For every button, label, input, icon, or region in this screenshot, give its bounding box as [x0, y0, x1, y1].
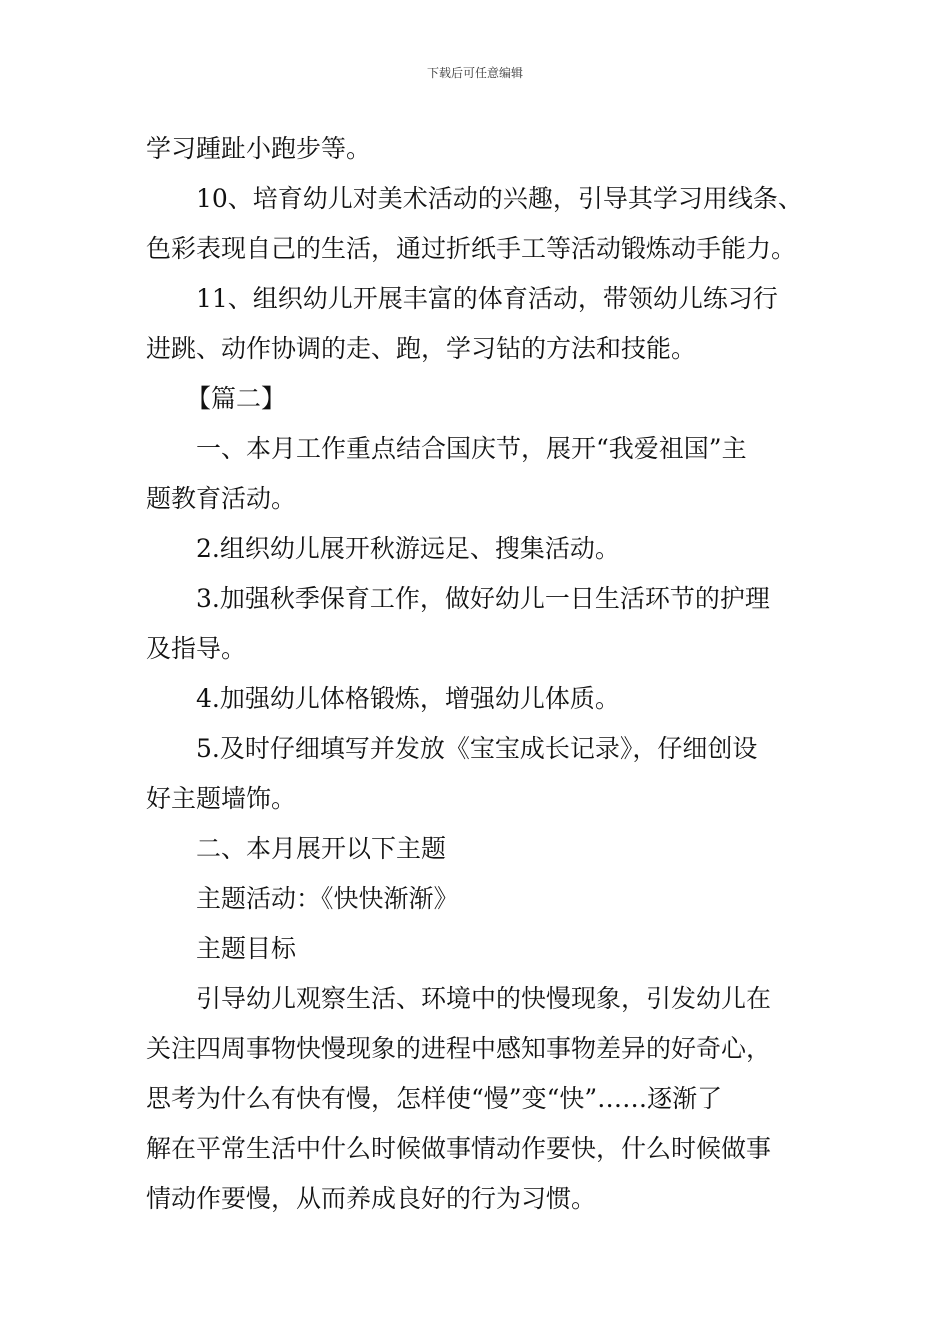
text-line: 5.及时仔细填写并发放《宝宝成长记录》，仔细创设: [196, 734, 758, 763]
text-line: 解在平常生活中什么时候做事情动作要快，什么时候做事: [146, 1134, 772, 1163]
text-line: 思考为什么有快有慢，怎样使“慢”变“快”……逐渐了: [146, 1084, 723, 1113]
text-line: 引导幼儿观察生活、环境中的快慢现象，引发幼儿在: [196, 984, 772, 1013]
text-line: 10、培育幼儿对美术活动的兴趣，引导其学习用线条、: [196, 184, 803, 213]
text-line: 进跳、动作协调的走、跑，学习钻的方法和技能。: [146, 334, 697, 363]
text-line: 题教育活动。: [146, 484, 297, 513]
text-line: 4.加强幼儿体格锻炼，增强幼儿体质。: [196, 684, 620, 713]
text-line: 及指导。: [146, 634, 247, 663]
text-line: 主题活动：《快快渐渐》: [196, 884, 459, 913]
document-body: [146, 124, 836, 1224]
section-heading: 【篇二】: [186, 384, 287, 413]
text-line: 3.加强秋季保育工作，做好幼儿一日生活环节的护理: [196, 584, 770, 613]
text-line: 好主题墙饰。: [146, 784, 297, 813]
text-line: 主题目标: [196, 934, 297, 963]
page-header: 下载后可任意编辑: [426, 66, 523, 80]
text-line: 二、本月展开以下主题: [196, 834, 447, 863]
text-line: 色彩表现自己的生活，通过折纸手工等活动锻炼动手能力。: [146, 234, 797, 263]
text-line: 11、组织幼儿开展丰富的体育活动，带领幼儿练习行: [196, 284, 778, 313]
text-line: 2.组织幼儿展开秋游远足、搜集活动。: [196, 534, 620, 563]
text-line: 一、本月工作重点结合国庆节，展开“我爱祖国”主: [196, 434, 747, 463]
text-line: 学习踵趾小跑步等。: [146, 134, 372, 163]
text-line: 情动作要慢，从而养成良好的行为习惯。: [146, 1184, 597, 1213]
text-line: 关注四周事物快慢现象的进程中感知事物差异的好奇心，: [146, 1034, 772, 1063]
